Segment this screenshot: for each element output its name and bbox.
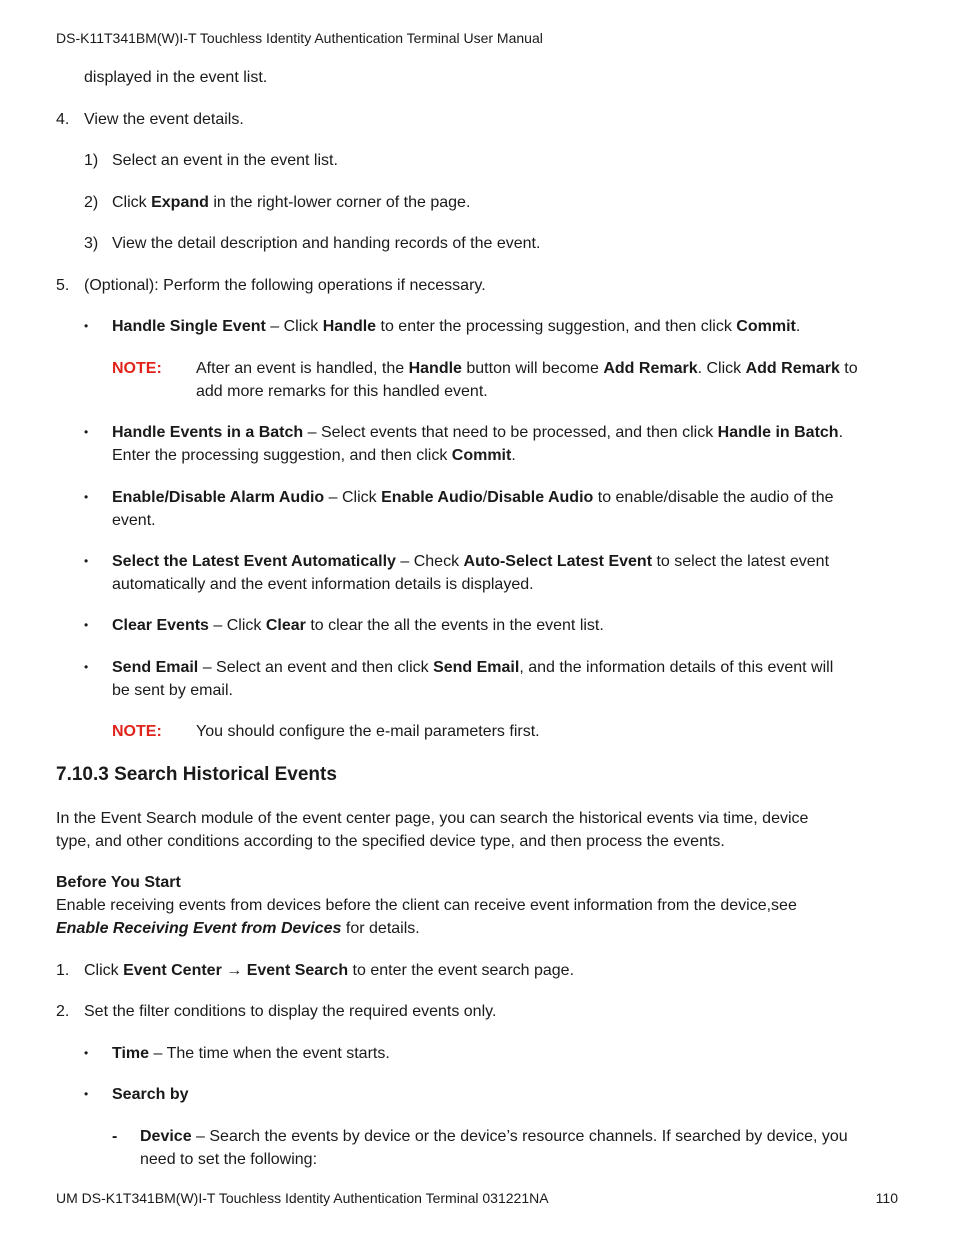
substep-text: View the detail description and handing records of the event. <box>112 235 541 252</box>
page-footer <box>56 1187 898 1210</box>
substep-text: Click Expand in the right-lower corner of the page. <box>112 194 471 211</box>
bullet-icon: • <box>84 1087 89 1101</box>
bullet-icon: • <box>84 490 89 504</box>
substep-number: 3) <box>84 235 99 252</box>
step-number: 5. <box>56 277 70 294</box>
substep-number: 2) <box>84 194 99 211</box>
substep-number: 1) <box>84 152 99 169</box>
step-number: 2. <box>56 1003 70 1020</box>
substep-text: Select an event in the event list. <box>112 152 338 169</box>
step-number: 4. <box>56 111 70 128</box>
page-header: DS-K11T341BM(W)I-T Touchless Identity Authentication Terminal User Manual <box>56 30 543 46</box>
step-text: (Optional): Perform the following operations if necessary. <box>84 277 486 294</box>
before-you-start-title: Before You Start <box>56 874 181 891</box>
bullet-icon: • <box>84 425 89 439</box>
bullet-icon: • <box>84 660 89 674</box>
continuation-text: displayed in the event list. <box>84 69 268 86</box>
bullet-icon: • <box>84 554 89 568</box>
dash-marker: - <box>112 1128 118 1145</box>
page-number: 110 <box>875 1190 898 1206</box>
footer-doc-id: UM DS-K1T341BM(W)I-T Touchless Identity Authentication Terminal 031221NA <box>56 1190 549 1206</box>
note-label: NOTE: <box>112 723 162 740</box>
step-text: Set the filter conditions to display the required events only. <box>84 1003 497 1020</box>
cross-reference: Enable Receiving Event from Devices <box>56 920 342 937</box>
section-intro: In the Event Search module of the event center page, you can search the historical events via time, device type, and other conditions according to the specified device type, and then process the events. <box>56 810 809 850</box>
note-label: NOTE: <box>112 360 162 377</box>
note-text: You should configure the e-mail parameters first. <box>196 723 540 740</box>
bullet-icon: • <box>84 319 89 333</box>
before-you-start: Before You Start Enable receiving events from devices before the client can receive event information from the device,see Enable Receiving Event from Devices for details. <box>56 874 797 937</box>
bullet-icon: • <box>84 618 89 632</box>
step-text: View the event details. <box>84 111 244 128</box>
step-number: 1. <box>56 962 70 979</box>
arrow-icon: → <box>221 962 247 979</box>
bullet-icon: • <box>84 1046 89 1060</box>
section-title: 7.10.3 Search Historical Events <box>56 764 337 785</box>
